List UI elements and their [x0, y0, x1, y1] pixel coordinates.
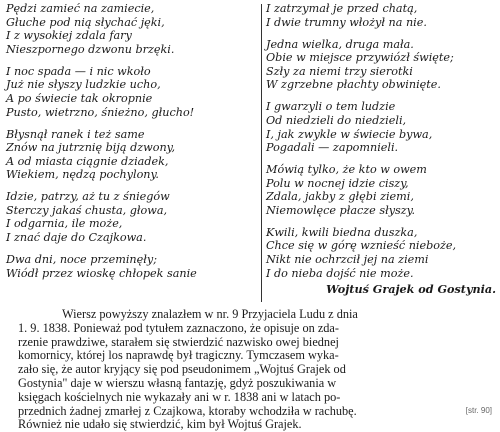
- verse-line: Nikt nie ochrzcił jej na ziemi: [266, 253, 429, 267]
- verse-line: Nieszpornego dzwonu brzęki.: [6, 42, 175, 56]
- prose-line: Gostynia" daje w wierszu własną fantazję, gdyż poszukiwania w: [18, 375, 337, 390]
- verse-line: Pogadali — zapomnieli.: [266, 141, 399, 155]
- verse-line: Błysnął ranek i też same: [6, 127, 145, 141]
- prose-line: komornicy, której los naprawdę był tragiczny. Tymczasem wyka-: [18, 348, 339, 363]
- verse-line: Sterczy jakaś chusta, głowa,: [6, 203, 168, 217]
- verse-line: Obie w miejsce przywiózł święte;: [266, 51, 454, 65]
- verse-line: Wiekiem, nędzą pochylony.: [6, 168, 159, 182]
- verse-line: I, jak zwykle w świecie bywa,: [266, 127, 433, 141]
- verse-line: I odgarnia, ile może,: [6, 217, 123, 231]
- verse-line: Jedna wielka, druga mała.: [266, 37, 414, 51]
- prose-line: rzenie prawdziwe, starałem się stwierdzić nazwisko owej biednej: [18, 334, 339, 349]
- prose-line: Wiersz powyższy znalazłem w nr. 9 Przyjaciela Ludu z dnia: [62, 307, 358, 321]
- verse-line: Znów na jutrznię biją dzwony,: [6, 141, 176, 155]
- poem: [0, 2, 500, 304]
- stanza: [6, 253, 258, 280]
- verse-line: I noc spada — i nic wkoło: [6, 64, 151, 78]
- verse-line: Dwa dni, noce przeminęły;: [6, 253, 157, 267]
- stanza: [266, 2, 498, 29]
- poem-left-column: [6, 2, 258, 280]
- column-divider: [261, 4, 262, 302]
- verse-line: Mówią tylko, że kto w owem: [266, 163, 427, 177]
- verse-line: Głuche pod nią słychać jęki,: [6, 15, 165, 29]
- prose-line: księgach kościelnych nie wykazały ani w r. 1838 ani w latach po-: [18, 389, 341, 404]
- verse-line: I zatrzymał je przed chatą,: [266, 2, 418, 15]
- verse-line: W zgrzebne płachty obwinięte.: [266, 78, 441, 92]
- verse-line: Kwili, kwili biedna duszka,: [266, 225, 418, 239]
- prose-line: przednich żadnej zmarłej z Czajkowa, ktoraby wchodziła w rachubę.: [18, 403, 357, 418]
- stanza: [6, 2, 258, 56]
- verse-line: I znać daje do Czajkowa.: [6, 231, 147, 245]
- stanza: [266, 38, 498, 92]
- prose-line: zało się, że autor kryjący się pod pseudonimem „Wojtuś Grajek od: [18, 362, 346, 377]
- verse-line: I dwie trumny włożył na nie.: [266, 15, 427, 29]
- stanza: [6, 128, 258, 182]
- verse-line: Od niedzieli do niedzieli,: [266, 113, 407, 127]
- verse-line: A od miasta ciągnie dziadek,: [6, 154, 169, 168]
- verse-line: Już nie słyszy ludzkie ucho,: [6, 78, 161, 92]
- prose-line: 1. 9. 1838. Ponieważ pod tytułem zaznaczono, że opisuje on zda-: [18, 320, 339, 335]
- verse-line: Niemowlęce płacze słyszy.: [266, 203, 416, 217]
- verse-line: Pusto, wietrzno, śnieżno, głucho!: [6, 105, 195, 119]
- stanza: [266, 226, 498, 280]
- verse-line: Chce się w górę wznieść nieboże,: [266, 239, 457, 253]
- verse-line: I do nieba dojść nie może.: [266, 266, 414, 280]
- stanza: [6, 65, 258, 119]
- verse-line: Idzie, patrzy, aż tu z śniegów: [6, 190, 170, 204]
- verse-line: I gwarzyli o tem ludzie: [266, 100, 396, 114]
- verse-line: Polu w nocnej idzie ciszy,: [266, 176, 409, 190]
- stanza: [266, 100, 498, 154]
- verse-line: A po świecie tak okropnie: [6, 91, 153, 105]
- commentary-paragraph: [18, 308, 472, 432]
- verse-line: Szły za niemi trzy sierotki: [266, 64, 413, 78]
- verse-line: Wiódł przez wioskę chłopek sanie: [6, 266, 197, 280]
- verse-line: I z wysokiej zdala fary: [6, 29, 132, 43]
- poem-signature: Wojtuś Grajek od Gostynia.: [326, 282, 496, 297]
- poem-right-column: [266, 2, 498, 297]
- page-reference: [str. 90]: [465, 406, 492, 415]
- stanza: [266, 163, 498, 217]
- prose-line: Również nie udało się stwierdzić, kim był Wojtuś Grajek.: [18, 417, 302, 432]
- verse-line: Pędzi zamieć na zamiecie,: [6, 2, 155, 15]
- verse-line: Zdala, jakby z głębi ziemi,: [266, 190, 414, 204]
- stanza: [6, 190, 258, 244]
